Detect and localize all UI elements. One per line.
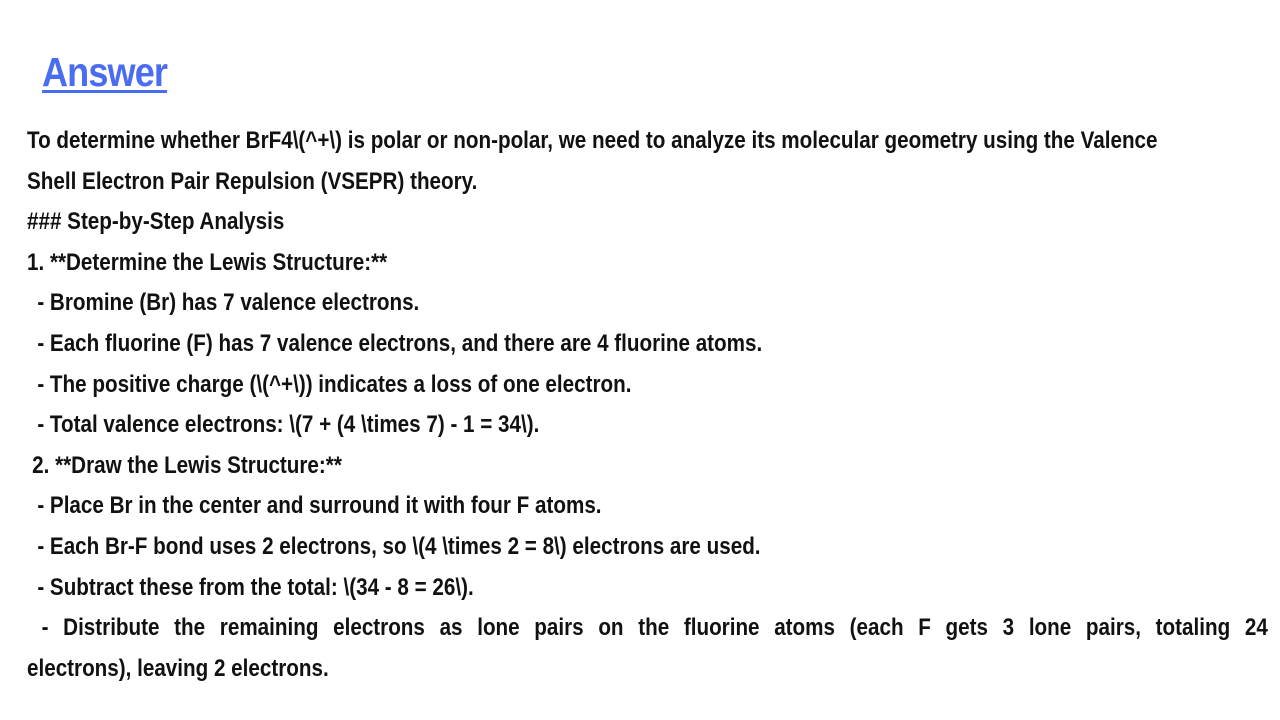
text-line-intro-1: To determine whether BrF4\(^+\) is polar or non-polar, we need to analyze its molecular geometry using the Valence bbox=[27, 127, 1158, 154]
step-2-heading: 2. **Draw the Lewis Structure:** bbox=[32, 451, 342, 479]
step-1-heading: 1. **Determine the Lewis Structure:** bbox=[27, 248, 388, 276]
text-line-intro-2: Shell Electron Pair Repulsion (VSEPR) theory. bbox=[27, 167, 478, 195]
step-2-bullet-1: - Place Br in the center and surround it with four F atoms. bbox=[37, 492, 602, 520]
answer-title: Answer bbox=[42, 49, 168, 95]
answer-body bbox=[27, 121, 1268, 689]
step-1-bullet-1: - Bromine (Br) has 7 valence electrons. bbox=[37, 289, 420, 317]
step-1-bullet-2: - Each fluorine (F) has 7 valence electrons, and there are 4 fluorine atoms. bbox=[37, 329, 763, 357]
section-heading: ### Step-by-Step Analysis bbox=[27, 208, 285, 236]
step-1-bullet-4: - Total valence electrons: \(7 + (4 \times 7) - 1 = 34\). bbox=[37, 411, 540, 439]
step-2-bullet-4-continued: electrons), leaving 2 electrons. bbox=[27, 654, 329, 682]
step-1-bullet-3: - The positive charge (\(^+\)) indicates a loss of one electron. bbox=[37, 370, 632, 398]
step-2-bullet-4: - Distribute the remaining electrons as lone pairs on the fluorine atoms (each F gets 3 lone pairs, totaling 24 bbox=[41, 614, 1268, 642]
step-2-bullet-2: - Each Br-F bond uses 2 electrons, so \(4 \times 2 = 8\) electrons are used. bbox=[37, 532, 761, 560]
step-2-bullet-3: - Subtract these from the total: \(34 - 8 = 26\). bbox=[37, 573, 474, 601]
